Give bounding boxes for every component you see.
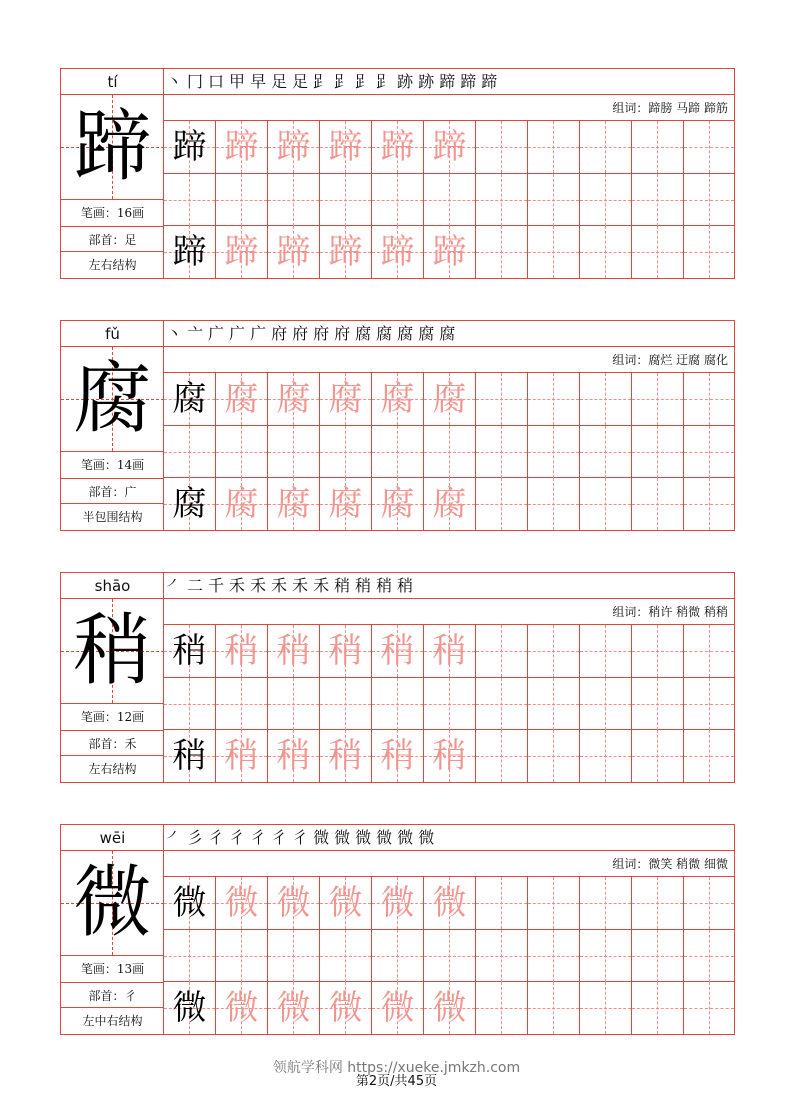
practice-row bbox=[164, 373, 734, 426]
writing-cell[interactable] bbox=[580, 730, 632, 782]
stroke-step: 稍 bbox=[397, 576, 414, 595]
writing-cell[interactable] bbox=[476, 426, 528, 478]
writing-cell[interactable] bbox=[268, 982, 320, 1034]
trace-character: 腐 bbox=[380, 484, 415, 524]
writing-cell[interactable] bbox=[528, 478, 580, 530]
large-character: 微 bbox=[73, 858, 152, 948]
writing-cell[interactable] bbox=[632, 678, 684, 730]
writing-cell[interactable] bbox=[632, 930, 684, 982]
character-info-panel bbox=[61, 573, 164, 782]
practice-row bbox=[164, 877, 734, 930]
radical: 部首：彳 bbox=[61, 982, 164, 1008]
writing-cell[interactable] bbox=[476, 877, 528, 929]
trace-character: 蹄 bbox=[224, 232, 259, 272]
writing-cell[interactable] bbox=[164, 930, 216, 982]
model-character: 腐 bbox=[172, 379, 207, 419]
stroke-step: 口 bbox=[208, 72, 225, 91]
writing-cell[interactable] bbox=[424, 930, 476, 982]
stroke-step: 二 bbox=[187, 576, 204, 595]
stroke-count: 笔画：13画 bbox=[80, 962, 145, 976]
blank-practice-row bbox=[164, 174, 734, 226]
writing-cell[interactable] bbox=[164, 730, 216, 782]
trace-character: 蹄 bbox=[380, 127, 415, 167]
writing-cell[interactable] bbox=[372, 982, 424, 1034]
stroke-step: 丶 bbox=[166, 72, 183, 91]
character-card bbox=[60, 68, 735, 279]
trace-character: 腐 bbox=[432, 379, 467, 419]
writing-cell[interactable] bbox=[372, 373, 424, 425]
trace-character: 微 bbox=[380, 883, 415, 923]
stroke-step: 蹄 bbox=[481, 72, 498, 91]
structure: 左中右结构 bbox=[82, 1014, 143, 1028]
character-card bbox=[60, 824, 735, 1035]
writing-cell[interactable] bbox=[372, 730, 424, 782]
writing-cell[interactable] bbox=[632, 426, 684, 478]
character-card bbox=[60, 572, 735, 783]
stroke-step: 禾 bbox=[250, 576, 267, 595]
trace-character: 蹄 bbox=[276, 127, 311, 167]
stroke-step: 彳 bbox=[229, 828, 246, 847]
trace-character: 微 bbox=[432, 988, 467, 1028]
writing-cell[interactable] bbox=[632, 121, 684, 173]
trace-character: 微 bbox=[328, 883, 363, 923]
writing-cell[interactable] bbox=[372, 877, 424, 929]
stroke-step: 彳 bbox=[292, 828, 309, 847]
writing-cell[interactable] bbox=[580, 478, 632, 530]
writing-cell[interactable] bbox=[372, 678, 424, 730]
writing-cell[interactable] bbox=[684, 478, 734, 530]
writing-cell[interactable] bbox=[476, 174, 528, 226]
writing-cell[interactable] bbox=[216, 226, 268, 278]
writing-cell[interactable] bbox=[268, 730, 320, 782]
large-character-box bbox=[61, 347, 164, 452]
stroke-step: ㇒ bbox=[166, 576, 183, 595]
stroke-step: 微 bbox=[397, 828, 414, 847]
blank-practice-row bbox=[164, 930, 734, 982]
writing-cell[interactable] bbox=[632, 174, 684, 226]
writing-cell[interactable] bbox=[216, 121, 268, 173]
writing-cell[interactable] bbox=[424, 426, 476, 478]
stroke-step: 足 bbox=[271, 72, 288, 91]
stroke-step: 彳 bbox=[250, 828, 267, 847]
writing-cell[interactable] bbox=[216, 426, 268, 478]
writing-cell[interactable] bbox=[216, 730, 268, 782]
large-character: 腐 bbox=[73, 354, 152, 444]
writing-cell[interactable] bbox=[632, 478, 684, 530]
practice-row bbox=[164, 982, 734, 1034]
word-examples: 组词：蹄膀 马蹄 蹄筋 bbox=[164, 95, 734, 121]
writing-cell[interactable] bbox=[320, 226, 372, 278]
stroke-step: 广 bbox=[229, 324, 246, 343]
large-character-box bbox=[61, 95, 164, 200]
writing-cell[interactable] bbox=[164, 625, 216, 677]
writing-cell[interactable] bbox=[424, 730, 476, 782]
large-character-box bbox=[61, 599, 164, 704]
practice-row bbox=[164, 625, 734, 678]
writing-cell[interactable] bbox=[216, 982, 268, 1034]
trace-character: 微 bbox=[224, 883, 259, 923]
pinyin: shāo bbox=[61, 573, 164, 599]
trace-character: 腐 bbox=[276, 379, 311, 419]
stroke-step: 禾 bbox=[292, 576, 309, 595]
model-character: 微 bbox=[172, 883, 207, 923]
stroke-step: 足 bbox=[292, 72, 309, 91]
writing-cell[interactable] bbox=[476, 625, 528, 677]
practice-row bbox=[164, 478, 734, 530]
stroke-step: 府 bbox=[292, 324, 309, 343]
writing-cell[interactable] bbox=[320, 930, 372, 982]
trace-character: 稍 bbox=[380, 631, 415, 671]
writing-cell[interactable] bbox=[528, 226, 580, 278]
stroke-step: 腐 bbox=[397, 324, 414, 343]
writing-cell[interactable] bbox=[320, 373, 372, 425]
trace-character: 蹄 bbox=[432, 232, 467, 272]
writing-cell[interactable] bbox=[684, 625, 734, 677]
writing-cell[interactable] bbox=[320, 478, 372, 530]
trace-character: 蹄 bbox=[276, 232, 311, 272]
writing-cell[interactable] bbox=[632, 373, 684, 425]
stroke-step: 彡 bbox=[187, 828, 204, 847]
stroke-step: 稍 bbox=[376, 576, 393, 595]
stroke-step: 𧾷 bbox=[355, 72, 372, 91]
stroke-step: 府 bbox=[334, 324, 351, 343]
model-character: 稍 bbox=[172, 736, 207, 776]
stroke-step: 彳 bbox=[271, 828, 288, 847]
pinyin: fǔ bbox=[61, 321, 164, 347]
stroke-step: 亠 bbox=[187, 324, 204, 343]
writing-cell[interactable] bbox=[580, 877, 632, 929]
writing-cell[interactable] bbox=[580, 982, 632, 1034]
writing-cell[interactable] bbox=[268, 625, 320, 677]
trace-character: 微 bbox=[276, 988, 311, 1028]
character-info-panel bbox=[61, 69, 164, 278]
writing-cell[interactable] bbox=[528, 930, 580, 982]
writing-cell[interactable] bbox=[684, 226, 734, 278]
footer-website: 领航学科网 https://xueke.jmkzh.com bbox=[272, 1060, 521, 1076]
stroke-step: 彳 bbox=[208, 828, 225, 847]
model-character: 稍 bbox=[172, 631, 207, 671]
word-examples: 组词：微笑 稍微 细微 bbox=[164, 851, 734, 877]
stroke-step: 稍 bbox=[334, 576, 351, 595]
stroke-step: 早 bbox=[250, 72, 267, 91]
stroke-order bbox=[164, 573, 734, 599]
stroke-step: 稍 bbox=[355, 576, 372, 595]
writing-cell[interactable] bbox=[580, 678, 632, 730]
writing-cell[interactable] bbox=[320, 982, 372, 1034]
writing-cell[interactable] bbox=[268, 478, 320, 530]
writing-cell[interactable] bbox=[164, 478, 216, 530]
trace-character: 蹄 bbox=[328, 127, 363, 167]
writing-cell[interactable] bbox=[424, 625, 476, 677]
stroke-step: 微 bbox=[376, 828, 393, 847]
writing-cell[interactable] bbox=[216, 625, 268, 677]
writing-cell[interactable] bbox=[268, 226, 320, 278]
writing-cell[interactable] bbox=[580, 174, 632, 226]
writing-cell[interactable] bbox=[320, 877, 372, 929]
writing-cell[interactable] bbox=[268, 678, 320, 730]
writing-cell[interactable] bbox=[476, 373, 528, 425]
writing-cell[interactable] bbox=[320, 121, 372, 173]
stroke-step: 微 bbox=[355, 828, 372, 847]
stroke-step: 𧾷 bbox=[376, 72, 393, 91]
writing-cell[interactable] bbox=[424, 982, 476, 1034]
trace-character: 腐 bbox=[380, 379, 415, 419]
character-card bbox=[60, 320, 735, 531]
writing-cell[interactable] bbox=[684, 121, 734, 173]
writing-cell[interactable] bbox=[476, 478, 528, 530]
writing-cell[interactable] bbox=[580, 930, 632, 982]
stroke-step: 腐 bbox=[376, 324, 393, 343]
writing-cell[interactable] bbox=[476, 730, 528, 782]
stroke-step: 广 bbox=[250, 324, 267, 343]
stroke-count: 笔画：12画 bbox=[80, 710, 145, 724]
stroke-step: 府 bbox=[271, 324, 288, 343]
word-examples: 组词：稍许 稍微 稍稍 bbox=[164, 599, 734, 625]
writing-cell[interactable] bbox=[528, 678, 580, 730]
practice-row bbox=[164, 121, 734, 174]
structure: 左右结构 bbox=[88, 258, 137, 272]
stroke-step: 府 bbox=[313, 324, 330, 343]
radical: 部首：广 bbox=[61, 478, 164, 504]
writing-cell[interactable] bbox=[684, 426, 734, 478]
writing-cell[interactable] bbox=[216, 930, 268, 982]
writing-cell[interactable] bbox=[580, 226, 632, 278]
stroke-step: 微 bbox=[334, 828, 351, 847]
writing-cell[interactable] bbox=[684, 930, 734, 982]
trace-character: 微 bbox=[224, 988, 259, 1028]
writing-cell[interactable] bbox=[216, 478, 268, 530]
trace-character: 蹄 bbox=[432, 127, 467, 167]
writing-cell[interactable] bbox=[476, 678, 528, 730]
trace-character: 腐 bbox=[224, 379, 259, 419]
trace-character: 微 bbox=[276, 883, 311, 923]
model-character: 腐 bbox=[172, 484, 207, 524]
blank-practice-row bbox=[164, 426, 734, 478]
writing-cell[interactable] bbox=[164, 426, 216, 478]
writing-cell[interactable] bbox=[580, 121, 632, 173]
structure: 左右结构 bbox=[88, 762, 137, 776]
stroke-step: 禾 bbox=[229, 576, 246, 595]
stroke-step: 微 bbox=[418, 828, 435, 847]
writing-cell[interactable] bbox=[372, 478, 424, 530]
writing-cell[interactable] bbox=[424, 373, 476, 425]
stroke-step: 冂 bbox=[187, 72, 204, 91]
stroke-step: 腐 bbox=[418, 324, 435, 343]
character-info-panel bbox=[61, 321, 164, 530]
stroke-count: 笔画：14画 bbox=[80, 458, 145, 472]
writing-cell[interactable] bbox=[580, 625, 632, 677]
large-character-box bbox=[61, 851, 164, 956]
stroke-step: 𧾷 bbox=[313, 72, 330, 91]
trace-character: 腐 bbox=[328, 379, 363, 419]
word-examples: 组词：腐烂 迂腐 腐化 bbox=[164, 347, 734, 373]
stroke-step: 蹄 bbox=[439, 72, 456, 91]
model-character: 微 bbox=[172, 988, 207, 1028]
writing-cell[interactable] bbox=[164, 373, 216, 425]
stroke-order bbox=[164, 321, 734, 347]
structure: 半包围结构 bbox=[82, 510, 143, 524]
writing-cell[interactable] bbox=[372, 174, 424, 226]
stroke-step: 蹄 bbox=[460, 72, 477, 91]
stroke-step: ㇒ bbox=[166, 828, 183, 847]
writing-cell[interactable] bbox=[216, 678, 268, 730]
writing-cell[interactable] bbox=[372, 426, 424, 478]
writing-cell[interactable] bbox=[424, 678, 476, 730]
page-number: 第2页/共45页 bbox=[355, 1074, 438, 1089]
stroke-order bbox=[164, 69, 734, 95]
writing-cell[interactable] bbox=[164, 678, 216, 730]
trace-character: 微 bbox=[328, 988, 363, 1028]
stroke-step: 广 bbox=[208, 324, 225, 343]
writing-cell[interactable] bbox=[528, 426, 580, 478]
writing-cell[interactable] bbox=[320, 730, 372, 782]
writing-cell[interactable] bbox=[268, 426, 320, 478]
writing-cell[interactable] bbox=[216, 877, 268, 929]
writing-cell[interactable] bbox=[580, 373, 632, 425]
writing-cell[interactable] bbox=[684, 730, 734, 782]
writing-cell[interactable] bbox=[632, 226, 684, 278]
trace-character: 稍 bbox=[276, 736, 311, 776]
trace-character: 微 bbox=[432, 883, 467, 923]
writing-cell[interactable] bbox=[528, 373, 580, 425]
writing-cell[interactable] bbox=[164, 982, 216, 1034]
writing-cell[interactable] bbox=[216, 373, 268, 425]
stroke-step: 丶 bbox=[166, 324, 183, 343]
writing-cell[interactable] bbox=[684, 982, 734, 1034]
blank-practice-row bbox=[164, 678, 734, 730]
writing-cell[interactable] bbox=[476, 930, 528, 982]
writing-cell[interactable] bbox=[580, 426, 632, 478]
radical: 部首：禾 bbox=[61, 730, 164, 756]
writing-cell[interactable] bbox=[320, 174, 372, 226]
model-character: 蹄 bbox=[172, 232, 207, 272]
trace-character: 蹄 bbox=[224, 127, 259, 167]
writing-cell[interactable] bbox=[424, 478, 476, 530]
writing-cell[interactable] bbox=[476, 226, 528, 278]
radical: 部首：足 bbox=[61, 226, 164, 252]
writing-cell[interactable] bbox=[268, 877, 320, 929]
writing-cell[interactable] bbox=[320, 426, 372, 478]
writing-cell[interactable] bbox=[684, 877, 734, 929]
stroke-step: 禾 bbox=[313, 576, 330, 595]
writing-cell[interactable] bbox=[684, 678, 734, 730]
trace-character: 腐 bbox=[328, 484, 363, 524]
writing-cell[interactable] bbox=[528, 877, 580, 929]
writing-cell[interactable] bbox=[632, 730, 684, 782]
large-character: 稍 bbox=[73, 606, 152, 696]
writing-cell[interactable] bbox=[164, 121, 216, 173]
writing-cell[interactable] bbox=[268, 373, 320, 425]
writing-cell[interactable] bbox=[164, 174, 216, 226]
writing-cell[interactable] bbox=[632, 625, 684, 677]
trace-character: 蹄 bbox=[328, 232, 363, 272]
practice-row bbox=[164, 730, 734, 782]
trace-character: 稍 bbox=[432, 736, 467, 776]
stroke-step: 腐 bbox=[355, 324, 372, 343]
stroke-step: 甲 bbox=[229, 72, 246, 91]
practice-row bbox=[164, 226, 734, 278]
trace-character: 稍 bbox=[328, 631, 363, 671]
writing-cell[interactable] bbox=[684, 373, 734, 425]
writing-cell[interactable] bbox=[320, 625, 372, 677]
writing-cell[interactable] bbox=[684, 174, 734, 226]
writing-cell[interactable] bbox=[528, 982, 580, 1034]
pinyin: wēi bbox=[61, 825, 164, 851]
writing-cell[interactable] bbox=[372, 226, 424, 278]
stroke-step: 禾 bbox=[271, 576, 288, 595]
trace-character: 腐 bbox=[224, 484, 259, 524]
trace-character: 稍 bbox=[224, 631, 259, 671]
writing-cell[interactable] bbox=[424, 877, 476, 929]
writing-cell[interactable] bbox=[528, 121, 580, 173]
writing-cell[interactable] bbox=[476, 121, 528, 173]
trace-character: 微 bbox=[380, 988, 415, 1028]
trace-character: 蹄 bbox=[380, 232, 415, 272]
trace-character: 腐 bbox=[432, 484, 467, 524]
stroke-step: 跡 bbox=[397, 72, 414, 91]
writing-cell[interactable] bbox=[424, 174, 476, 226]
writing-cell[interactable] bbox=[372, 625, 424, 677]
stroke-count: 笔画：16画 bbox=[80, 206, 145, 220]
writing-cell[interactable] bbox=[268, 174, 320, 226]
trace-character: 稍 bbox=[328, 736, 363, 776]
writing-cell[interactable] bbox=[268, 121, 320, 173]
writing-cell[interactable] bbox=[632, 982, 684, 1034]
character-info-panel bbox=[61, 825, 164, 1034]
writing-cell[interactable] bbox=[372, 930, 424, 982]
writing-cell[interactable] bbox=[632, 877, 684, 929]
stroke-step: 𧾷 bbox=[334, 72, 351, 91]
pinyin: tí bbox=[61, 69, 164, 95]
writing-cell[interactable] bbox=[216, 174, 268, 226]
writing-cell[interactable] bbox=[424, 226, 476, 278]
trace-character: 稍 bbox=[380, 736, 415, 776]
writing-cell[interactable] bbox=[164, 226, 216, 278]
trace-character: 稍 bbox=[276, 631, 311, 671]
stroke-order bbox=[164, 825, 734, 851]
stroke-step: 腐 bbox=[439, 324, 456, 343]
trace-character: 稍 bbox=[224, 736, 259, 776]
trace-character: 稍 bbox=[432, 631, 467, 671]
stroke-step: 微 bbox=[313, 828, 330, 847]
writing-cell[interactable] bbox=[320, 678, 372, 730]
writing-cell[interactable] bbox=[268, 930, 320, 982]
model-character: 蹄 bbox=[172, 127, 207, 167]
writing-cell[interactable] bbox=[424, 121, 476, 173]
writing-cell[interactable] bbox=[372, 121, 424, 173]
stroke-step: 千 bbox=[208, 576, 225, 595]
writing-cell[interactable] bbox=[528, 174, 580, 226]
large-character: 蹄 bbox=[73, 102, 152, 192]
writing-cell[interactable] bbox=[528, 625, 580, 677]
stroke-step: 跡 bbox=[418, 72, 435, 91]
trace-character: 腐 bbox=[276, 484, 311, 524]
writing-cell[interactable] bbox=[476, 982, 528, 1034]
writing-cell[interactable] bbox=[528, 730, 580, 782]
writing-cell[interactable] bbox=[164, 877, 216, 929]
